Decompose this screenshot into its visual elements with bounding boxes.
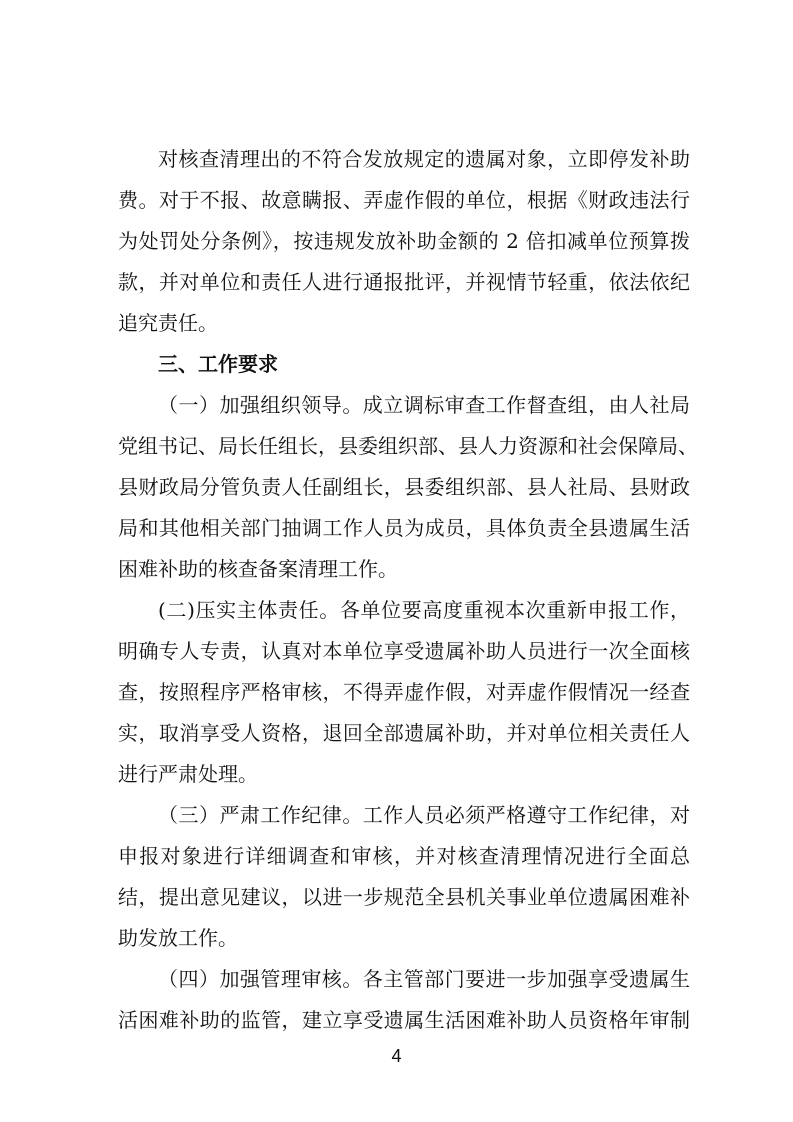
section-heading: 三、工作要求 [158, 352, 278, 376]
paragraph-4-line-2: 申报对象进行详细调查和审核，并对核查清理情况进行全面总 [118, 844, 690, 868]
paragraph-2-line-3: 县财政局分管负责人任副组长，县委组织部、县人社局、县财政 [118, 475, 690, 499]
paragraph-2-line-1: （一）加强组织领导。成立调标审查工作督查组，由人社局 [158, 393, 690, 417]
paragraph-1-line-1: 对核查清理出的不符合发放规定的遗属对象，立即停发补助 [158, 147, 690, 171]
paragraph-3-line-5: 进行严肃处理。 [118, 762, 258, 786]
paragraph-2-line-2: 党组书记、局长任组长，县委组织部、县人力资源和社会保障局、 [118, 434, 698, 458]
paragraph-5-line-2: 活困难补助的监管，建立享受遗属生活困难补助人员资格年审制 [118, 1008, 690, 1032]
paragraph-1-line-5: 追究责任。 [118, 311, 218, 335]
paragraph-2-line-5: 困难补助的核查备案清理工作。 [118, 557, 398, 581]
paragraph-3-line-3: 查，按照程序严格审核，不得弄虚作假，对弄虚作假情况一经查 [118, 680, 690, 704]
paragraph-4-line-4: 助发放工作。 [118, 926, 238, 950]
paragraph-3-line-1: (二)压实主体责任。各单位要高度重视本次重新申报工作， [158, 598, 690, 622]
paragraph-4-line-3: 结，提出意见建议，以进一步规范全县机关事业单位遗属困难补 [118, 885, 690, 909]
paragraph-1-line-3: 为处罚处分条例》，按违规发放补助金额的 2 倍扣减单位预算拨 [118, 229, 690, 253]
paragraph-2-line-4: 局和其他相关部门抽调工作人员为成员，具体负责全县遗属生活 [118, 516, 690, 540]
paragraph-4-line-1: （三）严肃工作纪律。工作人员必须严格遵守工作纪律，对 [158, 803, 690, 827]
paragraph-1-line-2: 费。对于不报、故意瞒报、弄虚作假的单位，根据《财政违法行 [118, 188, 690, 212]
paragraph-1-line-4: 款，并对单位和责任人进行通报批评，并视情节轻重，依法依纪 [118, 270, 690, 294]
paragraph-5-line-1: （四）加强管理审核。各主管部门要进一步加强享受遗属生 [158, 967, 690, 991]
paragraph-3-line-2: 明确专人专责，认真对本单位享受遗属补助人员进行一次全面核 [118, 639, 690, 663]
paragraph-3-line-4: 实，取消享受人资格，退回全部遗属补助，并对单位相关责任人 [118, 721, 690, 745]
page-number: 4 [391, 1046, 402, 1066]
